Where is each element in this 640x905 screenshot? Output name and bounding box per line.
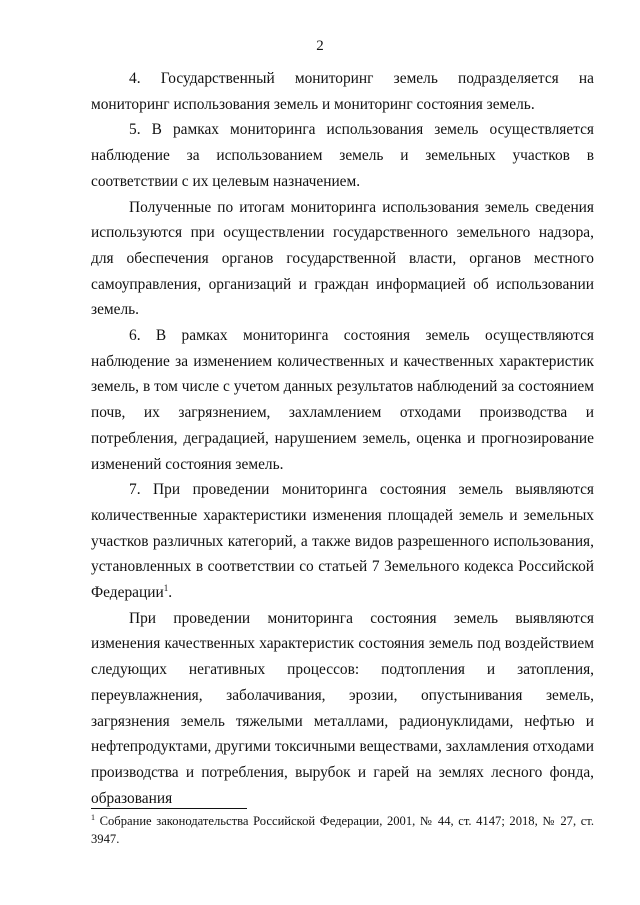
paragraph-text: 7. При проведении мониторинга состояния земель выявляются количественные характеристики изменения площадей земель и земельных участков различных категорий, а также видов разрешенного использования, установленных в соответствии со статьей 7 Земельного кодекса Российской Федерации (91, 481, 594, 602)
footnote-separator (91, 808, 247, 809)
paragraph-text: 4. Государственный мониторинг земель подразделяется на мониторинг использования земель и мониторинг состояния земель. (91, 70, 594, 113)
page-number: 2 (316, 38, 324, 54)
paragraph-5-continued (91, 195, 594, 324)
paragraph-5 (91, 117, 594, 194)
paragraph-7 (91, 477, 594, 606)
footnote-text: Собрание законодательства Российской Федерации, 2001, № 44, ст. 4147; 2018, № 27, ст. 3947. (91, 814, 594, 846)
paragraph-7-continued (91, 606, 594, 812)
footnote-marker: 1 (91, 812, 95, 822)
paragraph-text: 6. В рамках мониторинга состояния земель осуществляются наблюдение за изменением количественных и качественных характеристик земель, в том числе с учетом данных результатов наблюдений за состоянием почв, их загрязнением, захламлением отходами производства и потребления, деградацией, нарушением земель, оценка и прогнозирование изменений состояния земель. (91, 327, 594, 473)
paragraph-4 (91, 66, 594, 117)
paragraph-text: Полученные по итогам мониторинга использования земель сведения используются при осуществлении государственного земельного надзора, для обеспечения органов государственной власти, органов местного самоуправления, организаций и граждан информацией об использовании земель. (91, 198, 594, 319)
footnote (91, 812, 594, 848)
paragraph-tail: . (168, 584, 173, 602)
document-body (91, 66, 594, 811)
paragraph-text: 5. В рамках мониторинга использования земель осуществляется наблюдение за использованием земель и земельных участков в соответствии с их целевым назначением. (91, 121, 594, 190)
paragraph-6 (91, 323, 594, 477)
paragraph-text: При проведении мониторинга состояния земель выявляются изменения качественных характеристик состояния земель под воздействием следующих негативных процессов: подтопления и затопления, переувлажнения, заболачивания, эрозии, опустынивания земель, загрязнения земель тяжелыми металлами, радионуклидами, нефтью и нефтепродуктами, другими токсичными веществами, захламления отходами производства и потребления, вырубок и гарей на землях лесного фонда, образования (91, 609, 594, 807)
footnote-reference[interactable]: 1 (163, 582, 169, 593)
